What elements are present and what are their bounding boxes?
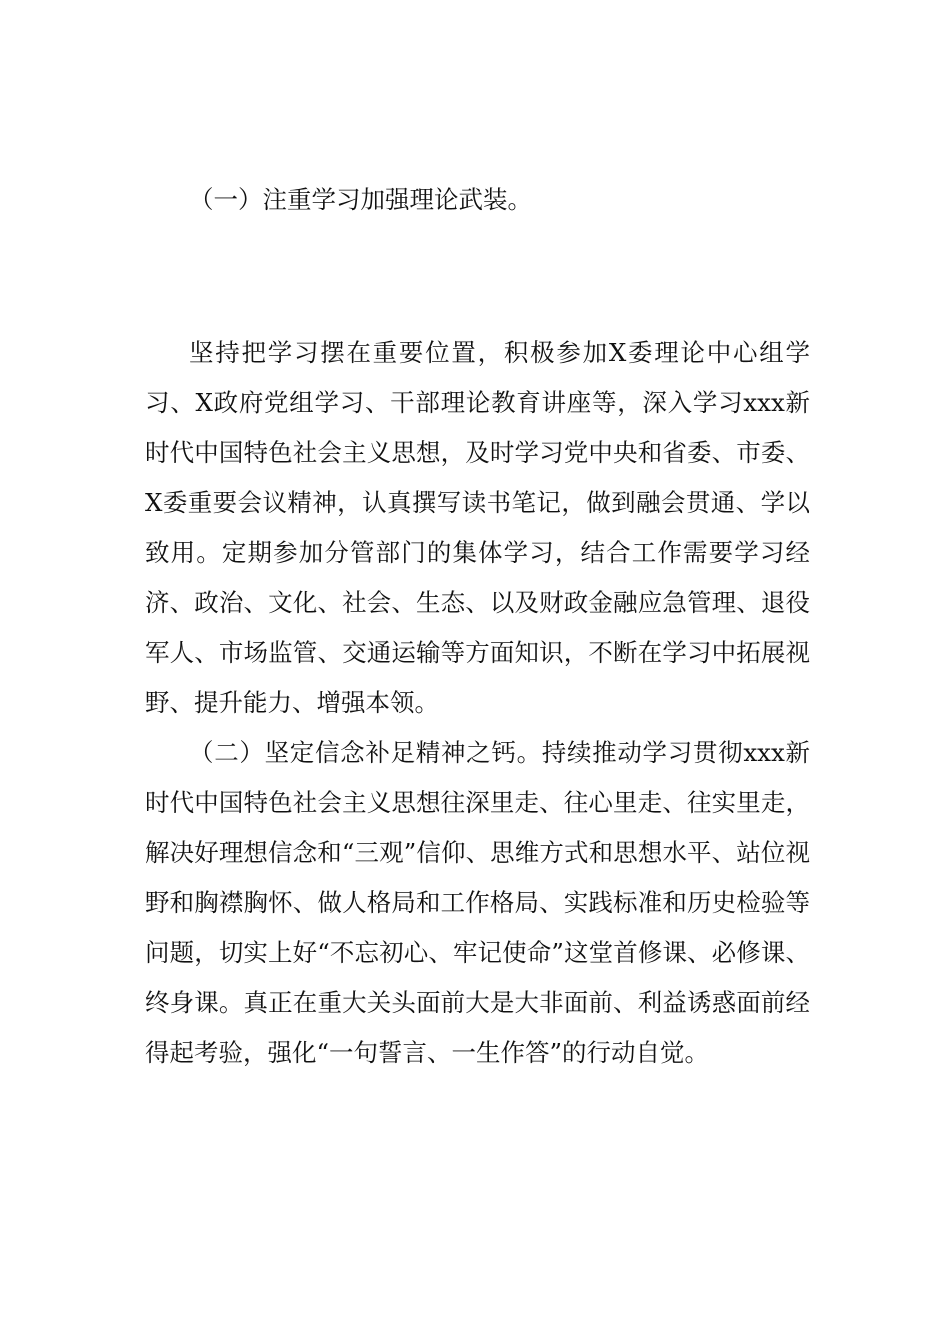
paragraph-study: 坚持把学习摆在重要位置，积极参加X委理论中心组学习、X政府党组学习、干部理论教育讲座等，深入学习xxx新时代中国特色社会主义思想，及时学习党中央和省委、市委、X委重要会议精神，认真撰写读书笔记，做到融会贯通、学以致用。定期参加分管部门的集体学习，结合工作需要学习经济、政治、文化、社会、生态、以及财政金融应急管理、退役军人、市场监管、交通运输等方面知识，不断在学习中拓展视野、提升能力、增强本领。 <box>145 338 810 717</box>
paragraph-belief: （二）坚定信念补足精神之钙。持续推动学习贯彻xxx新时代中国特色社会主义思想往深里走、往心里走、往实里走，解决好理想信念和“三观”信仰、思维方式和思想水平、站位视野和胸襟胸怀、做人格局和工作格局、实践标准和历史检验等问题，切实上好“不忘初心、牢记使命”这堂首修课、必修课、终身课。真正在重大关头面前大是大非面前、利益诱惑面前经得起考验，强化“一句誓言、一生作答”的行动自觉。 <box>145 738 810 1067</box>
section-heading: （一）注重学习加强理论武装。 <box>189 185 532 214</box>
